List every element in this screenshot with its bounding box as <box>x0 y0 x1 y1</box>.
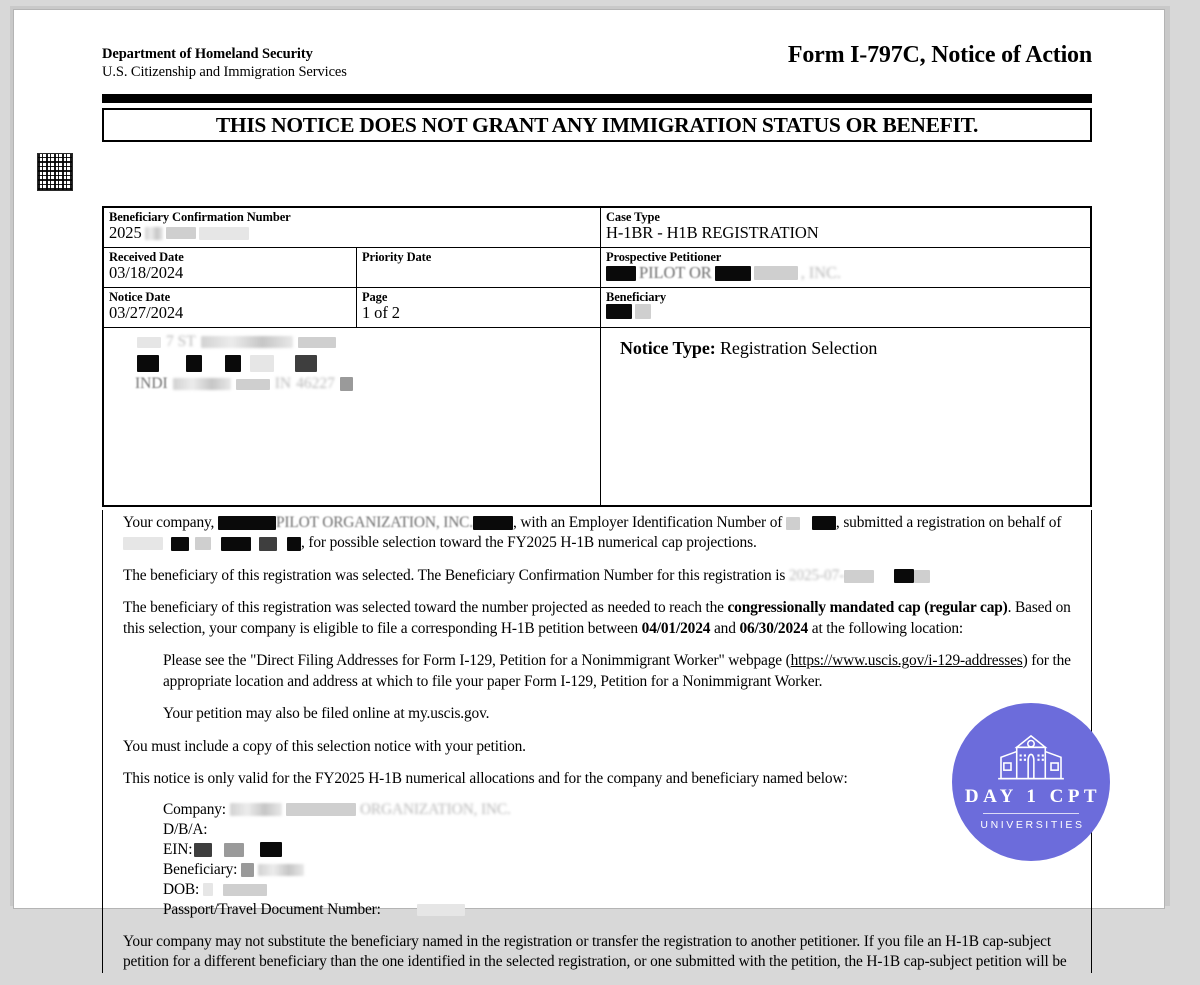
redaction-mark <box>635 304 651 319</box>
redaction-mark <box>171 537 189 551</box>
field-ein-label: EIN: <box>163 841 193 859</box>
redaction-mark <box>195 537 211 550</box>
value-notice-date: 03/27/2024 <box>109 302 184 322</box>
value-prospective-petitioner <box>606 264 1085 283</box>
redaction-mark <box>221 537 251 551</box>
redaction-mark <box>258 864 304 876</box>
redaction-mark <box>203 883 213 896</box>
petitioner-partial: PILOT OR <box>639 262 712 282</box>
p1-part-b: , with an Employer Identification Number of <box>513 514 786 531</box>
field-company <box>163 800 1071 820</box>
cell-beneficiary <box>601 287 1091 327</box>
field-dba <box>163 820 1071 840</box>
paragraph-online-filing: Your petition may also be filed online at my.uscis.gov. <box>163 705 490 723</box>
redaction-mark <box>199 227 249 240</box>
named-entity-field-list <box>163 800 1071 920</box>
day1cpt-watermark <box>952 703 1110 861</box>
field-dob <box>163 880 1071 900</box>
address-line <box>109 353 595 374</box>
redaction-mark <box>194 843 212 857</box>
label-beneficiary: Beneficiary <box>606 289 666 304</box>
redaction-mark <box>894 569 914 583</box>
p3-part-c: and <box>710 619 740 637</box>
p4-part-a: Please see the "Direct Filing Addresses for Form I-129, Petition for a Nonimmigrant Worker" webpage ( <box>163 652 791 670</box>
paragraph-registration-submitted <box>123 513 1071 554</box>
redaction-mark <box>173 378 231 390</box>
redaction-mark <box>186 355 202 372</box>
redaction-mark <box>250 355 274 372</box>
redaction-mark <box>230 803 282 816</box>
redaction-mark <box>241 863 254 877</box>
paragraph-no-substitution <box>123 932 1071 973</box>
cell-page <box>357 287 601 327</box>
notice-type-text <box>606 330 1085 359</box>
field-dob-label: DOB: <box>163 881 200 899</box>
paragraph-cap-selection <box>123 598 1071 639</box>
address-line <box>109 374 595 395</box>
p2-part-a: The beneficiary of this registration was selected. The Beneficiary Confirmation Number for this registration is <box>123 566 789 584</box>
field-company-label: Company: <box>163 801 226 819</box>
notice-banner-text: THIS NOTICE DOES NOT GRANT ANY IMMIGRATION STATUS OR BENEFIT. <box>215 112 979 137</box>
label-page: Page <box>362 289 388 304</box>
field-passport <box>163 900 1071 920</box>
address-partial: 7 ST <box>166 333 196 351</box>
paragraph-filing-addresses <box>163 651 1071 692</box>
label-prospective-petitioner: Prospective Petitioner <box>606 249 722 264</box>
redaction-mark <box>137 337 161 348</box>
value-beneficiary <box>606 304 1085 319</box>
watermark-divider <box>983 813 1079 814</box>
table-row-received-priority <box>104 247 1091 287</box>
p8-line1: Your company may not substitute the beneficiary named in the registration or transfer the registration to another petitioner. If you file an H-1B cap-subject <box>123 932 1051 950</box>
field-dba-label: D/B/A: <box>163 821 208 839</box>
address-city-partial: INDI <box>135 375 168 393</box>
watermark-subtitle: UNIVERSITIES <box>980 819 1085 831</box>
p1-part-c: , submitted a registration on behalf of <box>835 514 1062 531</box>
redaction-mark <box>340 377 353 391</box>
notice-type-label: Notice Type: <box>620 337 716 358</box>
field-passport-label: Passport/Travel Document Number: <box>163 901 381 919</box>
redaction-mark <box>606 304 632 319</box>
redaction-mark <box>754 266 798 280</box>
p3-date-end: 06/30/2024 <box>739 619 809 637</box>
case-data-table <box>102 206 1092 507</box>
value-received-date: 03/18/2024 <box>109 262 184 282</box>
label-case-type: Case Type <box>606 210 660 224</box>
address-state-partial: IN <box>274 375 292 393</box>
cell-received-date <box>104 247 357 287</box>
notice-body <box>102 510 1092 985</box>
redaction-mark <box>844 570 874 583</box>
redaction-mark <box>224 843 244 857</box>
mailing-address-block <box>109 330 595 395</box>
redaction-mark <box>914 570 930 583</box>
agency-service: U.S. Citizenship and Immigration Services <box>102 64 347 81</box>
p2-number: 2025-07- <box>788 566 845 584</box>
redaction-mark <box>236 379 270 390</box>
value-case-type: H-1BR - H1B REGISTRATION <box>606 223 819 242</box>
document-header <box>102 42 1092 81</box>
value-page: 1 of 2 <box>362 302 400 322</box>
cell-mailing-address <box>104 327 601 505</box>
field-company-value: ORGANIZATION, INC. <box>359 801 511 819</box>
label-priority-date: Priority Date <box>362 249 432 264</box>
p1-company: PILOT ORGANIZATION, INC. <box>275 514 473 531</box>
paragraph-beneficiary-selected <box>123 566 1071 586</box>
cell-notice-date <box>104 287 357 327</box>
cell-case-type <box>601 208 1091 248</box>
table-row-notice-page <box>104 287 1091 327</box>
cell-notice-type <box>601 327 1091 505</box>
confirmation-number-prefix: 2025 <box>109 223 142 242</box>
p8-line2-clipped: petition for a different beneficiary than the one identified in the selected registration, or one submitted with the petition, the H-1B cap-subject petition will be <box>123 953 1067 971</box>
p4-part-b: ) for the appropriate location and address at which to file your paper Form I-129, Petition for a Nonimmigrant Worker. <box>163 652 1071 690</box>
redaction-mark <box>259 537 277 551</box>
agency-department: Department of Homeland Security <box>102 46 313 62</box>
notice-banner <box>102 108 1092 142</box>
table-row-address-notice-type <box>104 327 1091 505</box>
redaction-mark <box>145 227 163 240</box>
label-notice-date: Notice Date <box>109 289 171 304</box>
value-beneficiary-confirmation-number <box>109 224 595 243</box>
p3-part-b: . Based on this selection, your company is eligible to file a corresponding H-1B petition between <box>123 599 1071 637</box>
label-beneficiary-confirmation-number: Beneficiary Confirmation Number <box>109 210 291 224</box>
address-line <box>109 332 595 353</box>
redaction-mark <box>786 517 800 530</box>
cell-prospective-petitioner <box>601 247 1091 287</box>
p1-part-d: , for possible selection toward the FY2025 H-1B numerical cap projections. <box>301 534 757 552</box>
p3-date-start: 04/01/2024 <box>641 619 711 637</box>
redaction-mark <box>715 266 751 281</box>
redaction-mark <box>260 842 282 857</box>
p3-part-a: The beneficiary of this registration was selected toward the number projected as needed to reach the <box>123 599 728 617</box>
redaction-mark <box>295 355 317 372</box>
redaction-mark <box>166 227 196 239</box>
paragraph-include-copy: You must include a copy of this selection notice with your petition. <box>123 737 526 755</box>
p3-part-d: at the following location: <box>808 619 964 637</box>
address-zip-partial: 46227 <box>296 375 335 393</box>
form-title: Form I-797C, Notice of Action <box>787 42 1092 68</box>
redaction-mark <box>223 884 267 896</box>
petitioner-suffix: , INC. <box>800 262 841 282</box>
redaction-mark <box>473 516 513 530</box>
p1-part-a: Your company, <box>123 514 218 531</box>
redaction-mark <box>287 537 301 551</box>
p3-bold-cap: congressionally mandated cap (regular cap) <box>727 599 1008 617</box>
redaction-mark <box>137 355 159 372</box>
2d-barcode <box>37 153 73 191</box>
redaction-mark <box>812 516 836 530</box>
watermark-title: DAY 1 CPT <box>964 786 1102 807</box>
redaction-mark <box>123 537 163 550</box>
redaction-mark <box>417 904 465 916</box>
redaction-mark <box>298 337 336 348</box>
table-row-confirmation <box>104 208 1091 248</box>
field-beneficiary-label: Beneficiary: <box>163 861 238 879</box>
notice-type-value: Registration Selection <box>720 337 878 358</box>
paragraph-validity: This notice is only valid for the FY2025 H-1B numerical allocations and for the company and beneficiary named below: <box>123 770 848 788</box>
redaction-mark <box>218 516 276 530</box>
redaction-mark <box>201 336 293 348</box>
cell-beneficiary-confirmation-number <box>104 208 601 248</box>
label-received-date: Received Date <box>109 249 184 264</box>
redaction-mark <box>225 355 241 372</box>
field-beneficiary <box>163 860 1071 880</box>
uscis-filing-addresses-link[interactable]: https://www.uscis.gov/i-129-addresses <box>790 652 1023 670</box>
university-building-icon <box>988 733 1074 783</box>
field-ein <box>163 840 1071 860</box>
agency-block <box>102 42 347 81</box>
notice-body-box <box>102 510 1092 973</box>
cell-priority-date <box>357 247 601 287</box>
header-rule <box>102 94 1092 103</box>
redaction-mark <box>286 803 356 816</box>
redaction-mark <box>606 266 636 281</box>
